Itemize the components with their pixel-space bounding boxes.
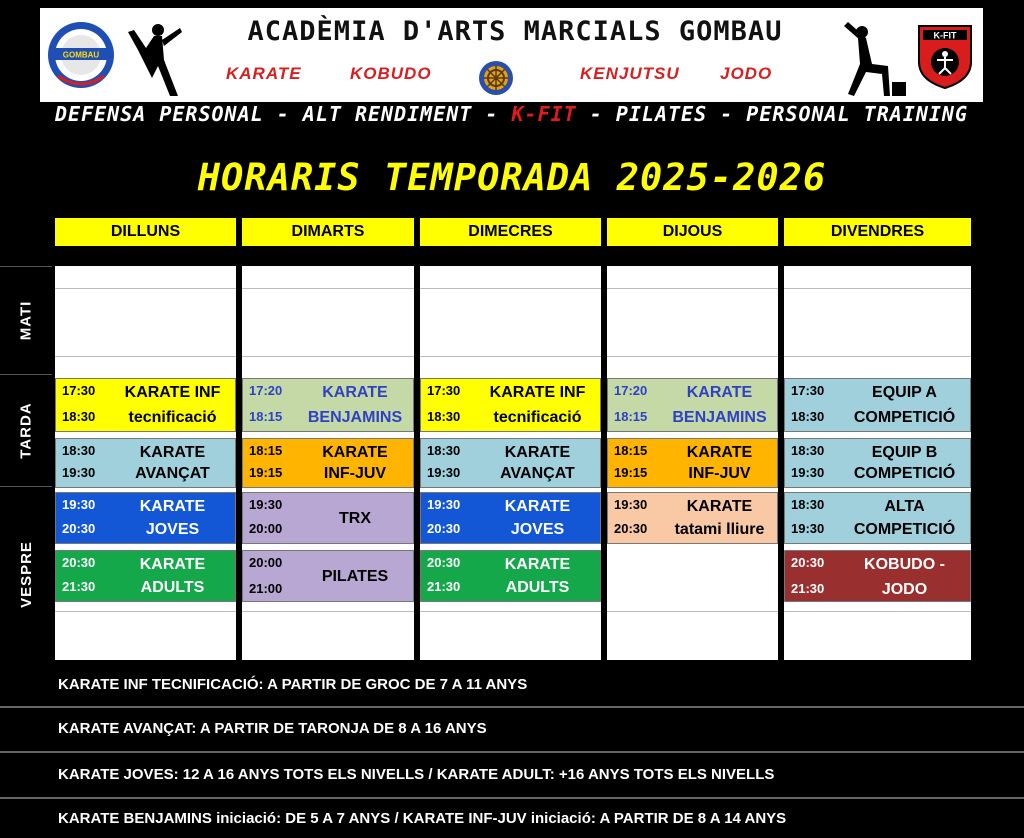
- class-block[interactable]: [242, 438, 414, 488]
- period-label: MATI: [17, 300, 35, 340]
- period-vespre: [0, 486, 52, 662]
- class-name: TRX: [339, 510, 371, 527]
- discipline-karate: KARATE: [226, 64, 302, 83]
- end-time: 19:30: [427, 465, 461, 480]
- class-name: KARATE: [504, 498, 571, 515]
- class-block[interactable]: [420, 438, 601, 488]
- class-name: KARATE: [139, 556, 206, 573]
- gombau-logo-icon: [46, 18, 116, 92]
- class-block[interactable]: [607, 438, 778, 488]
- academy-title: ACADÈMIA D'ARTS MARCIALS GOMBAU: [247, 16, 783, 47]
- grid-line: [607, 356, 778, 357]
- svg-text:K-FIT: K-FIT: [933, 30, 957, 41]
- disciplines-row: [190, 64, 840, 94]
- start-time: 19:30: [427, 497, 461, 512]
- end-time: 20:00: [249, 521, 283, 536]
- grid-line: [55, 611, 236, 612]
- grid-line: [784, 288, 971, 289]
- day-header-divendres: DIVENDRES: [784, 218, 971, 246]
- kfit-logo-icon: [915, 20, 975, 90]
- start-time: 18:15: [249, 443, 283, 458]
- service-alt-rendiment: ALT RENDIMENT: [302, 102, 473, 126]
- start-time: 18:30: [791, 443, 825, 458]
- class-name: KARATE INF: [489, 384, 586, 401]
- end-time: 20:30: [614, 521, 648, 536]
- class-name: KARATE: [504, 556, 571, 573]
- discipline-kenjutsu: KENJUTSU: [580, 64, 680, 83]
- class-block[interactable]: [420, 550, 601, 602]
- start-time: 17:30: [427, 383, 461, 398]
- start-time: 18:30: [791, 497, 825, 512]
- column-dijous: [607, 266, 778, 660]
- dharma-wheel-icon: [478, 60, 514, 96]
- class-block[interactable]: [55, 378, 236, 432]
- service-kfit: K-FIT: [511, 102, 577, 126]
- grid-line: [607, 288, 778, 289]
- start-time: 20:30: [427, 555, 461, 570]
- class-detail: COMPETICIÓ: [853, 465, 956, 482]
- end-time: 20:30: [427, 521, 461, 536]
- grid-line: [420, 356, 601, 357]
- end-time: 21:30: [791, 581, 825, 596]
- start-time: 20:30: [791, 555, 825, 570]
- strip-separator: -: [276, 102, 290, 126]
- service-pilates: PILATES: [615, 102, 708, 126]
- end-time: 19:30: [62, 465, 96, 480]
- column-dimecres: [420, 266, 601, 660]
- class-name: KARATE: [686, 444, 753, 461]
- column-dimarts: [242, 266, 414, 660]
- end-time: 19:15: [249, 465, 283, 480]
- note-karate-joves-adult: KARATE JOVES: 12 A 16 ANYS TOTS ELS NIVELLS / KARATE ADULT: +16 ANYS TOTS ELS NIVELLS: [58, 766, 775, 783]
- class-block[interactable]: [55, 492, 236, 544]
- class-name: EQUIP A: [872, 384, 937, 401]
- class-detail: INF-JUV: [323, 465, 387, 482]
- service-defensa-personal: DEFENSA PERSONAL: [55, 102, 264, 126]
- start-time: 20:30: [62, 555, 96, 570]
- class-detail: tecnificació: [128, 409, 217, 426]
- note-divider: [0, 706, 1024, 708]
- note-karate-benjamins-infjuv: KARATE BENJAMINS iniciació: DE 5 A 7 ANYS / KARATE INF-JUV iniciació: A PARTIR DE 8 A 14 ANYS: [58, 810, 787, 827]
- grid-line: [242, 288, 414, 289]
- class-name: KARATE: [686, 498, 753, 515]
- class-name: KARATE: [322, 384, 388, 401]
- class-name: KARATE: [139, 498, 206, 515]
- class-detail: JOVES: [145, 521, 200, 538]
- class-detail: JOVES: [510, 521, 565, 538]
- strip-separator: -: [589, 102, 603, 126]
- svg-text:GOMBAU: GOMBAU: [62, 50, 100, 60]
- class-name: KARATE: [686, 384, 753, 401]
- end-time: 18:30: [791, 409, 825, 424]
- class-detail: tecnificació: [493, 409, 582, 426]
- season-title: HORARIS TEMPORADA 2025-2026: [197, 156, 827, 199]
- start-time: 19:30: [249, 497, 283, 512]
- column-divendres: [784, 266, 971, 660]
- class-block[interactable]: [242, 492, 414, 544]
- note-karate-inf-tecnificacio: KARATE INF TECNIFICACIÓ: A PARTIR DE GROC DE 7 A 11 ANYS: [58, 676, 528, 693]
- start-time: 17:20: [249, 383, 283, 398]
- discipline-jodo: JODO: [720, 64, 773, 83]
- class-detail: ADULTS: [140, 579, 205, 596]
- grid-line: [420, 288, 601, 289]
- class-block[interactable]: [607, 492, 778, 544]
- service-personal-training: PERSONAL TRAINING: [746, 102, 968, 126]
- end-time: 21:30: [427, 579, 461, 594]
- class-detail: BENJAMINS: [672, 409, 767, 426]
- discipline-kobudo: KOBUDO: [350, 64, 432, 83]
- class-block[interactable]: [784, 378, 971, 432]
- day-header-dilluns: DILLUNS: [55, 218, 236, 246]
- end-time: 21:30: [62, 579, 96, 594]
- class-name: KARATE: [139, 444, 206, 461]
- grid-line: [242, 611, 414, 612]
- column-dilluns: [55, 266, 236, 660]
- class-detail: JODO: [881, 581, 928, 598]
- class-detail: AVANÇAT: [500, 465, 575, 482]
- class-block[interactable]: [784, 492, 971, 544]
- strip-separator: -: [485, 102, 499, 126]
- class-name: KOBUDO -: [864, 556, 945, 573]
- day-header-dimarts: DIMARTS: [242, 218, 414, 246]
- end-time: 18:30: [62, 409, 96, 424]
- note-divider: [0, 751, 1024, 753]
- end-time: 21:00: [249, 581, 283, 596]
- class-name: KARATE: [504, 444, 571, 461]
- class-detail: BENJAMINS: [307, 409, 403, 426]
- end-time: 18:15: [249, 409, 283, 424]
- class-detail: COMPETICIÓ: [853, 409, 956, 426]
- start-time: 19:30: [614, 497, 648, 512]
- period-mati: [0, 266, 52, 374]
- class-detail: ADULTS: [505, 579, 570, 596]
- class-name: ALTA: [884, 498, 925, 515]
- class-detail: tatami lliure: [674, 521, 765, 538]
- class-block[interactable]: [242, 378, 414, 432]
- class-name: KARATE INF: [124, 384, 221, 401]
- karate-kick-silhouette-icon: [118, 20, 188, 98]
- grid-line: [55, 356, 236, 357]
- end-time: 18:30: [427, 409, 461, 424]
- note-karate-avancat: KARATE AVANÇAT: A PARTIR DE TARONJA DE 8 A 16 ANYS: [58, 720, 487, 737]
- start-time: 20:00: [249, 555, 283, 570]
- class-block[interactable]: [784, 550, 971, 602]
- grid-line: [242, 356, 414, 357]
- class-block[interactable]: [420, 492, 601, 544]
- class-detail: AVANÇAT: [135, 465, 210, 482]
- period-label: VESPRE: [17, 540, 35, 608]
- start-time: 18:30: [427, 443, 461, 458]
- header-banner: [40, 8, 983, 102]
- class-detail: INF-JUV: [688, 465, 751, 482]
- start-time: 17:30: [62, 383, 96, 398]
- day-header-dijous: DIJOUS: [607, 218, 778, 246]
- class-block[interactable]: [242, 550, 414, 602]
- grid-line: [420, 611, 601, 612]
- class-block[interactable]: [784, 438, 971, 488]
- start-time: 18:15: [614, 443, 648, 458]
- grid-line: [784, 356, 971, 357]
- end-time: 19:30: [791, 465, 825, 480]
- period-label: TARDA: [17, 401, 35, 459]
- start-time: 19:30: [62, 497, 96, 512]
- class-block[interactable]: [607, 378, 778, 432]
- start-time: 18:30: [62, 443, 96, 458]
- end-time: 18:15: [614, 409, 648, 424]
- start-time: 17:20: [614, 383, 648, 398]
- class-name: EQUIP B: [871, 444, 938, 461]
- start-time: 17:30: [791, 383, 825, 398]
- note-divider: [0, 797, 1024, 799]
- class-name: PILATES: [321, 568, 389, 585]
- class-block[interactable]: [55, 550, 236, 602]
- class-name: KARATE: [322, 444, 388, 461]
- class-detail: COMPETICIÓ: [853, 521, 956, 538]
- day-header-dimecres: DIMECRES: [420, 218, 601, 246]
- grid-line: [55, 288, 236, 289]
- period-tarda: [0, 374, 52, 486]
- fitness-silhouette-icon: [840, 20, 910, 98]
- grid-line: [607, 611, 778, 612]
- grid-line: [784, 611, 971, 612]
- end-time: 20:30: [62, 521, 96, 536]
- end-time: 19:30: [791, 521, 825, 536]
- class-block[interactable]: [55, 438, 236, 488]
- strip-separator: -: [720, 102, 734, 126]
- class-block[interactable]: [420, 378, 601, 432]
- end-time: 19:15: [614, 465, 648, 480]
- services-strip: [40, 102, 983, 140]
